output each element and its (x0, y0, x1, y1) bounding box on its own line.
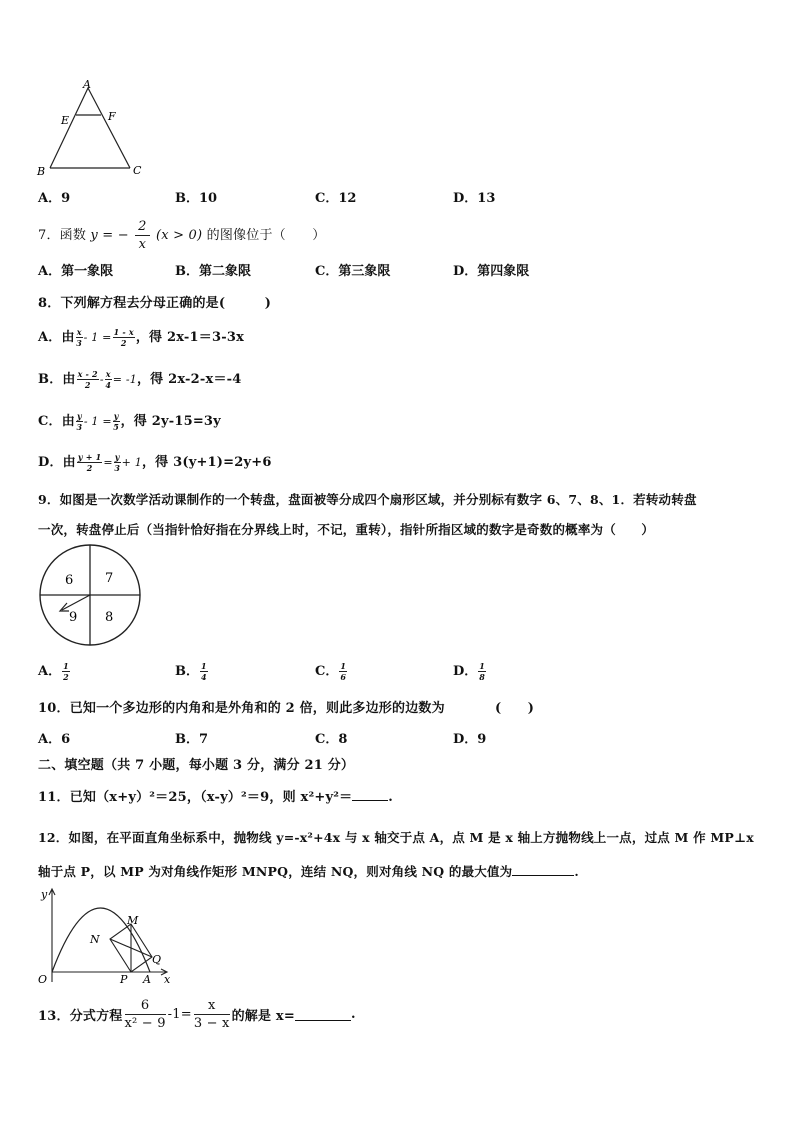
side-ac (88, 88, 130, 168)
side-ab (50, 88, 88, 168)
q10-option-a[interactable]: A．6 (38, 732, 71, 747)
sector-label-9: 9 (69, 610, 78, 625)
q8-c-d2: 5 (113, 422, 120, 432)
q11-period: . (388, 790, 394, 805)
q9-a-label: A． (38, 664, 62, 679)
q8-c-n2: y (113, 411, 119, 421)
q13-period: . (350, 1006, 356, 1022)
q9-c-frac (339, 661, 347, 682)
q8-a-d2: 2 (120, 338, 127, 348)
q7-option-b[interactable]: B．第二象限 (175, 264, 251, 279)
q9-d-frac (478, 661, 486, 682)
sector-label-6: 6 (65, 573, 74, 588)
q8-option-a[interactable] (38, 326, 244, 348)
q8-option-d[interactable] (38, 451, 272, 473)
q9-b-den: 4 (201, 672, 207, 682)
q12-stem-line2 (38, 862, 579, 880)
q7-option-a[interactable]: A．第一象限 (38, 264, 114, 279)
q12-text: 轴于点 P，以 MP 为对角线作矩形 MNPQ，连结 NQ，则对角线 NQ 的最大值为 (38, 864, 513, 879)
q9-c-num: 1 (340, 661, 346, 671)
q7-condition: (x > 0) (156, 228, 203, 243)
q8-c-label: C．由 (38, 414, 75, 429)
label-a: A (143, 973, 151, 986)
q8-b-n1: x - 2 (77, 369, 98, 379)
q13-d1: x² − 9 (124, 1015, 166, 1031)
q9-option-b[interactable] (175, 660, 209, 682)
q13-n1: 6 (125, 997, 166, 1015)
q8-a-frac2 (113, 327, 135, 348)
label-b: B (37, 165, 46, 178)
q12-period: . (574, 864, 579, 879)
sector-label-7: 7 (105, 571, 114, 586)
q8-d-n1: y + 1 (77, 452, 102, 462)
q8-a-mid: - 1 = (83, 331, 112, 344)
q10-option-d[interactable]: D．9 (453, 732, 487, 747)
q8-a-n1: x (76, 327, 82, 337)
q9-b-frac (200, 661, 208, 682)
q8-c-n1: y (76, 411, 82, 421)
q13-d2: 3 − x (193, 1015, 230, 1031)
section-heading-fill-in: 二、填空题（共 7 小题，每小题 3 分，满分 21 分） (38, 758, 355, 773)
label-n: N (90, 933, 100, 946)
q13-answer-blank[interactable] (295, 1008, 351, 1021)
sector-label-8: 8 (105, 610, 114, 625)
q10-option-c[interactable]: C．8 (315, 732, 348, 747)
q8-d-n2: y (114, 452, 120, 462)
triangle-figure (34, 78, 154, 178)
q6-option-a[interactable]: A．9 (38, 191, 71, 206)
q8-d-d1: 2 (86, 463, 93, 473)
q8-c-frac1 (76, 411, 83, 432)
q8-d-label: D．由 (38, 455, 76, 470)
q8-d-d2: 3 (114, 463, 121, 473)
label-x: x (164, 973, 171, 986)
q11-text: 11．已知（x+y）²＝25，（x-y）²＝9，则 x²+y²＝ (38, 790, 353, 805)
q13-frac2 (194, 997, 230, 1032)
q8-option-b[interactable] (38, 368, 242, 390)
q8-b-frac2 (105, 369, 112, 390)
q12-stem-line1: 12．如图，在平面直角坐标系中，抛物线 y=-x²+4x 与 x 轴交于点 A，点 M 是 x 轴上方抛物线上一点，过点 M 作 MP⊥x (38, 830, 754, 845)
q7-option-d[interactable]: D．第四象限 (453, 264, 530, 279)
q8-d-frac1 (77, 452, 103, 473)
q9-b-label: B． (175, 664, 199, 679)
q7-frac-den: x (138, 237, 147, 252)
label-y: y (41, 888, 48, 901)
q8-a-d1: 3 (76, 338, 83, 348)
q7-fraction (135, 218, 149, 253)
q8-b-d2: 4 (105, 380, 112, 390)
q8-b-result: ，得 2x-2-x＝-4 (136, 372, 242, 387)
q10-option-b[interactable]: B．7 (175, 732, 209, 747)
spinner-figure (36, 543, 146, 649)
q7-frac-num: 2 (135, 218, 149, 236)
q7-suffix: 的图像位于（ ） (206, 228, 326, 243)
q8-b-mid: - (99, 373, 104, 386)
q8-d-tail: + 1 (121, 456, 142, 469)
label-e: E (61, 114, 70, 127)
q9-a-den: 2 (63, 672, 69, 682)
q9-option-a[interactable] (38, 660, 71, 682)
q9-a-num: 1 (63, 661, 69, 671)
q7-stem (38, 218, 325, 253)
q8-b-n2: x (105, 369, 111, 379)
label-f: F (108, 110, 116, 123)
q8-c-frac2 (113, 411, 120, 432)
q9-d-num: 1 (479, 661, 485, 671)
q8-b-frac1 (77, 369, 99, 390)
q11-stem (38, 786, 393, 805)
q11-answer-blank[interactable] (352, 788, 388, 801)
q13-suffix: 的解是 x= (231, 1008, 295, 1024)
q8-d-frac2 (114, 452, 121, 473)
q9-b-num: 1 (201, 661, 207, 671)
q9-a-frac (62, 661, 70, 682)
q8-b-tail: = -1 (112, 373, 137, 386)
spinner-pointer (62, 595, 90, 610)
q12-answer-blank[interactable] (512, 863, 574, 876)
q8-d-mid: = (103, 456, 113, 469)
q8-c-result: ，得 2y-15=3y (120, 414, 221, 429)
label-q: Q (152, 953, 162, 966)
q8-option-c[interactable] (38, 410, 221, 432)
q6-option-d[interactable]: D．13 (453, 191, 496, 206)
q9-stem-line1: 9．如图是一次数学活动课制作的一个转盘，盘面被等分成四个扇形区域，并分别标有数字 6、7、8、1．若转动转盘 (38, 492, 697, 507)
q8-a-label: A．由 (38, 330, 75, 345)
q9-c-label: C． (315, 664, 339, 679)
q9-option-c[interactable] (315, 660, 348, 682)
q7-formula-y: y = − (90, 228, 129, 243)
q6-option-c[interactable]: C．12 (315, 191, 357, 206)
q9-d-den: 8 (479, 672, 485, 682)
q13-stem (38, 994, 356, 1034)
q8-b-label: B．由 (38, 372, 76, 387)
q8-a-result: ，得 2x-1＝3-3x (135, 330, 245, 345)
q8-b-d1: 2 (84, 380, 91, 390)
label-p: P (120, 973, 128, 986)
q8-a-frac1 (76, 327, 83, 348)
q8-d-result: ，得 3(y+1)=2y+6 (141, 455, 272, 470)
q9-c-den: 6 (340, 672, 346, 682)
q8-c-mid: - 1 = (83, 415, 112, 428)
q10-answer-paren: ( ) (495, 701, 535, 716)
q9-option-d[interactable] (453, 660, 487, 682)
q8-c-d1: 3 (76, 422, 83, 432)
q13-n2: x (194, 997, 230, 1015)
q10-stem: 10．已知一个多边形的内角和是外角和的 2 倍，则此多边形的边数为 (38, 701, 445, 716)
label-c: C (133, 164, 142, 177)
q13-mid: -1= (167, 1006, 192, 1022)
q7-prefix: 7．函数 (38, 228, 87, 243)
parabola-figure (34, 884, 174, 990)
q13-frac1 (125, 997, 166, 1032)
q9-stem-line2: 一次，转盘停止后（当指针恰好指在分界线上时，不记，重转），指针所指区域的数字是奇数的概率为（ ） (38, 522, 655, 537)
q13-prefix: 13．分式方程 (38, 1008, 123, 1024)
q6-option-b[interactable]: B．10 (175, 191, 218, 206)
q9-d-label: D． (453, 664, 478, 679)
q7-option-c[interactable]: C．第三象限 (315, 264, 391, 279)
label-a: A (83, 78, 91, 91)
q8-stem: 8．下列解方程去分母正确的是( ) (38, 296, 272, 311)
q8-a-n2: 1 - x (113, 327, 134, 337)
label-m: M (127, 914, 139, 927)
label-o: O (38, 973, 48, 986)
